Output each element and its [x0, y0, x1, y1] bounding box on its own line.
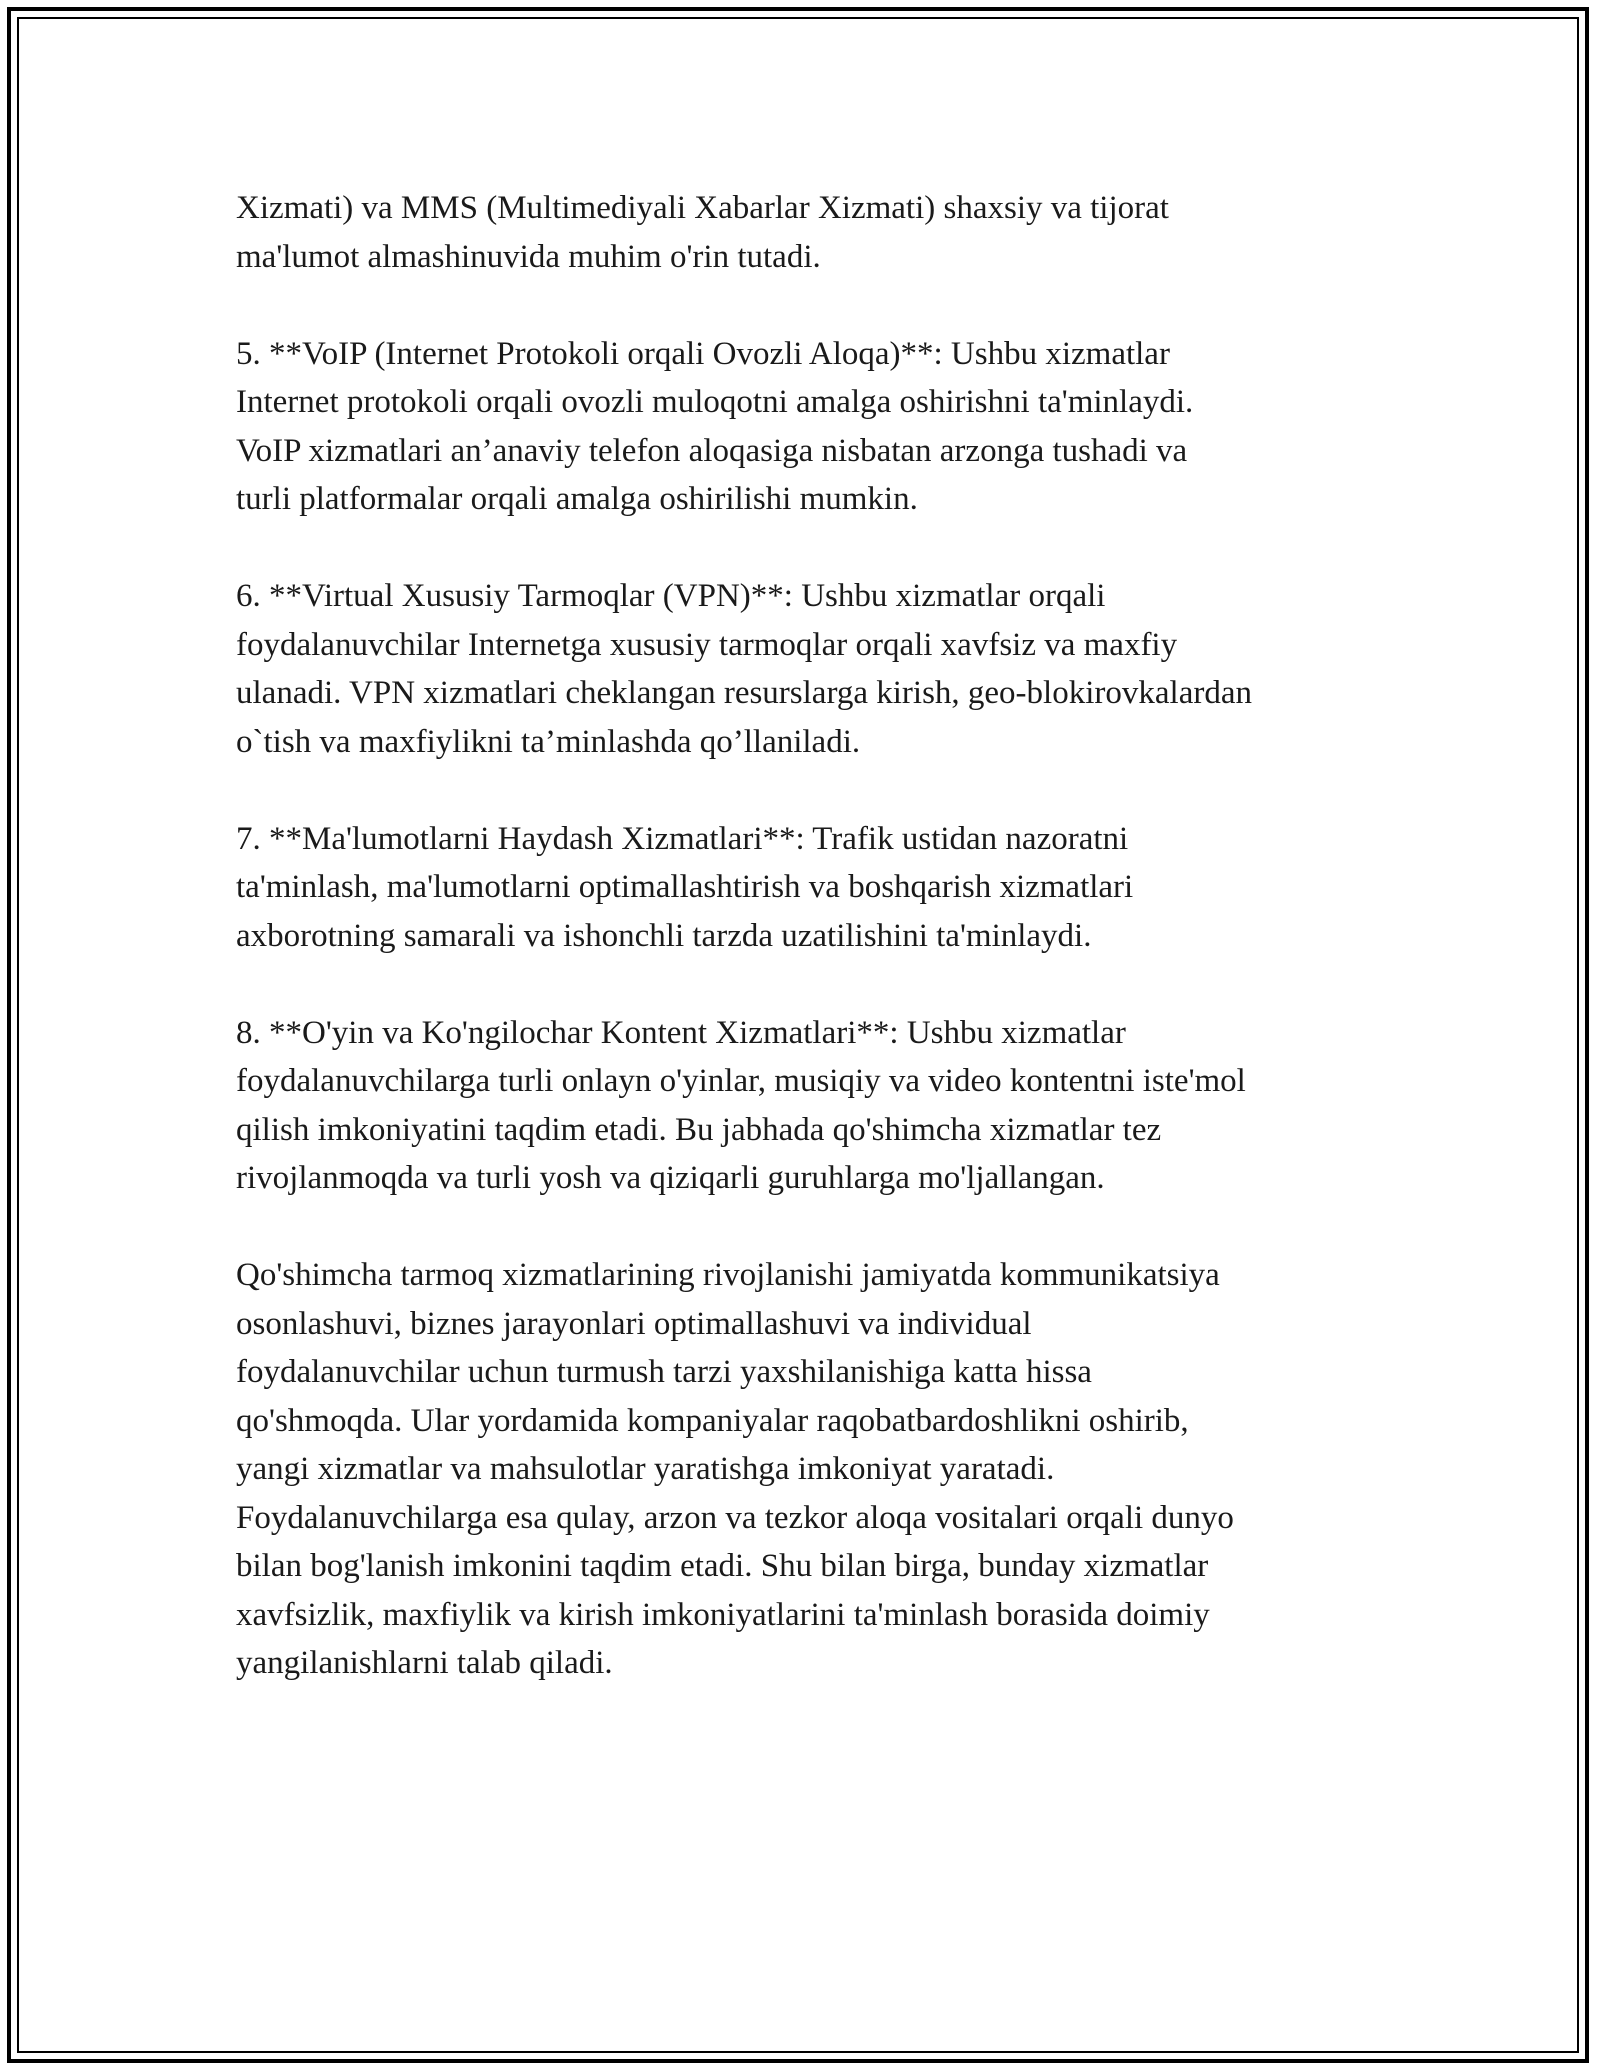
text-line: VoIP xizmatlari an’anaviy telefon aloqasiga nisbatan arzonga tushadi va: [236, 432, 1188, 469]
text-line: 8. **O'yin va Ko'ngilochar Kontent Xizmatlari**: Ushbu xizmatlar: [236, 1014, 1126, 1051]
text-line: Foydalanuvchilarga esa qulay, arzon va tezkor aloqa vositalari orqali dunyo: [236, 1499, 1234, 1536]
text-line: foydalanuvchilar Internetga xususiy tarmoqlar orqali xavfsiz va maxfiy: [236, 626, 1178, 663]
paragraph-item-8-gaming-entertainment: [236, 1009, 1396, 1203]
text-line: ulanadi. VPN xizmatlari cheklangan resurslarga kirish, geo-blokirovkalardan: [236, 675, 1252, 711]
text-line: Xizmati) va MMS (Multimediyali Xabarlar Xizmati) shaxsiy va tijorat: [236, 190, 1169, 226]
text-line: axborotning samarali va ishonchli tarzda uzatilishini ta'minlaydi.: [236, 917, 1092, 954]
text-line: foydalanuvchilarga turli onlayn o'yinlar, musiqiy va video kontentni iste'mol: [236, 1063, 1246, 1099]
paragraph-conclusion: [236, 1251, 1396, 1688]
text-line: qo'shmoqda. Ular yordamida kompaniyalar raqobatbardoshlikni oshirib,: [236, 1402, 1189, 1439]
text-line: Qo'shimcha tarmoq xizmatlarining rivojlanishi jamiyatda kommunikatsiya: [236, 1257, 1220, 1293]
text-line: 5. **VoIP (Internet Protokoli orqali Ovozli Aloqa)**: Ushbu xizmatlar: [236, 335, 1170, 372]
paragraph-item-6-vpn: [236, 572, 1396, 766]
text-line: ma'lumot almashinuvida muhim o'rin tutadi.: [236, 238, 821, 275]
text-line: qilish imkoniyatini taqdim etadi. Bu jabhada qo'shimcha xizmatlar tez: [236, 1111, 1162, 1148]
paragraph-item-7-data-routing: [236, 815, 1396, 961]
text-line: turli platformalar orqali amalga oshirilishi mumkin.: [236, 481, 918, 517]
text-line: Internet protokoli orqali ovozli muloqotni amalga oshirishni ta'minlaydi.: [236, 384, 1194, 420]
text-line: yangi xizmatlar va mahsulotlar yaratishga imkoniyat yaratadi.: [236, 1451, 1055, 1487]
text-line: o`tish va maxfiylikni ta’minlashda qo’llaniladi.: [236, 723, 861, 760]
text-line: rivojlanmoqda va turli yosh va qiziqarli guruhlarga mo'ljallangan.: [236, 1160, 1105, 1196]
document-body: [236, 184, 1396, 1736]
text-line: 7. **Ma'lumotlarni Haydash Xizmatlari**: Trafik ustidan nazoratni: [236, 820, 1129, 857]
text-line: bilan bog'lanish imkonini taqdim etadi. Shu bilan birga, bunday xizmatlar: [236, 1548, 1209, 1584]
text-line: yangilanishlarni talab qiladi.: [236, 1645, 613, 1681]
text-line: ta'minlash, ma'lumotlarni optimallashtirish va boshqarish xizmatlari: [236, 869, 1134, 905]
text-line: osonlashuvi, biznes jarayonlari optimallashuvi va individual: [236, 1305, 1032, 1342]
paragraph-sms-mms-continuation: [236, 184, 1396, 281]
text-line: foydalanuvchilar uchun turmush tarzi yaxshilanishiga katta hissa: [236, 1354, 1092, 1390]
paragraph-item-5-voip: [236, 330, 1396, 524]
text-line: xavfsizlik, maxfiylik va kirish imkoniyatlarini ta'minlash borasida doimiy: [236, 1596, 1210, 1633]
text-line: 6. **Virtual Xususiy Tarmoqlar (VPN)**: Ushbu xizmatlar orqali: [236, 578, 1106, 614]
